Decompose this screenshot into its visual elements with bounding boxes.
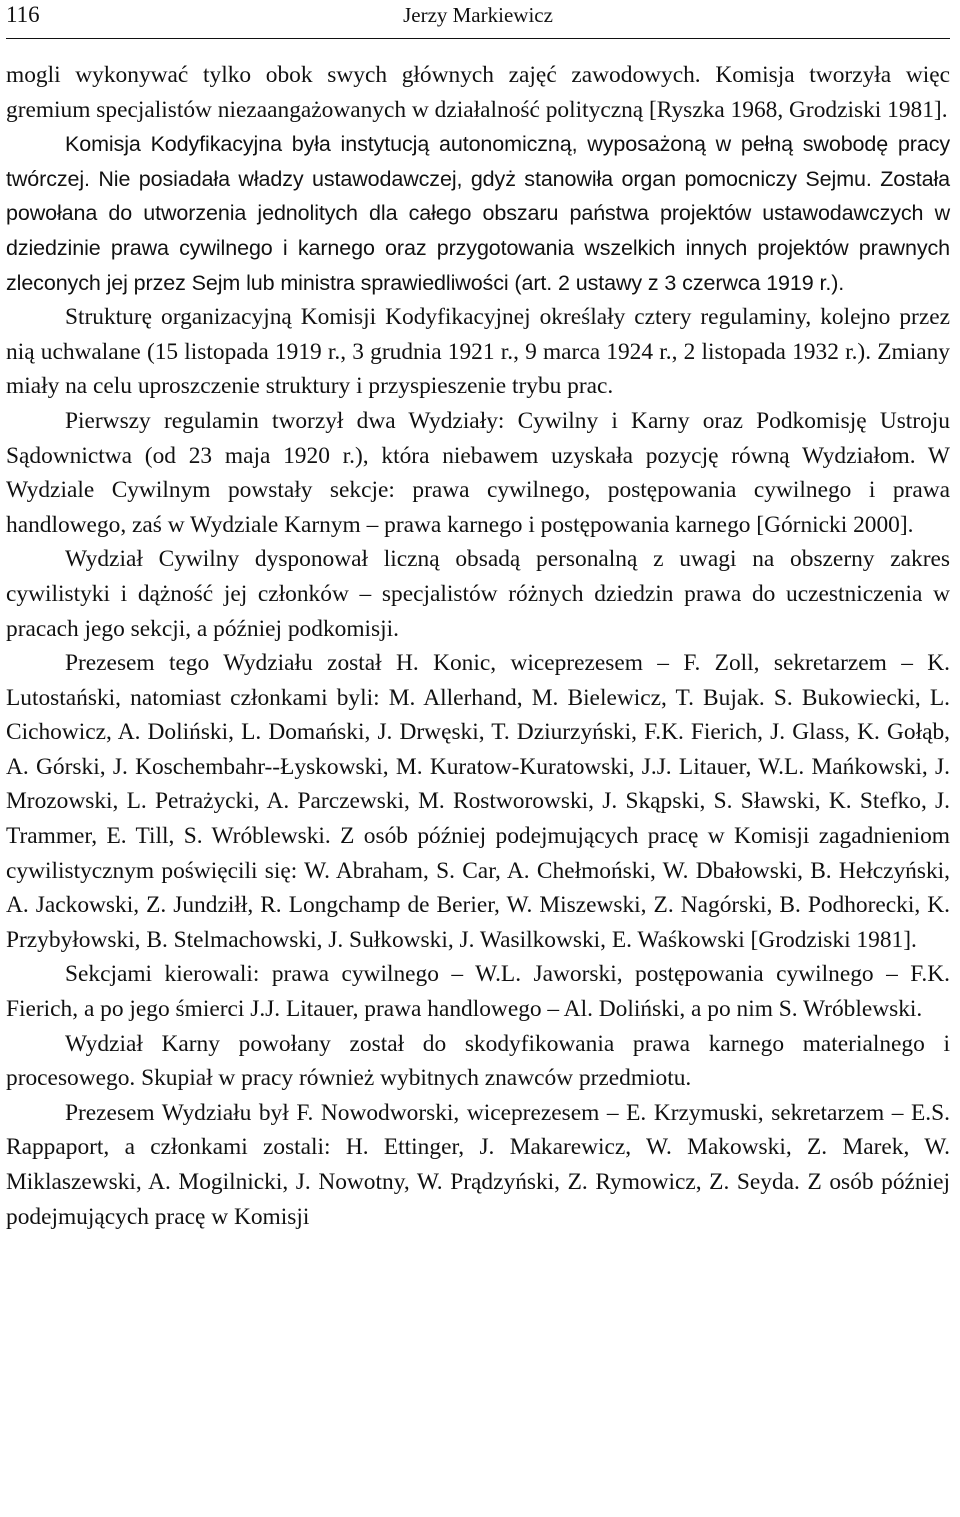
paragraph-9: Prezesem Wydziału był F. Nowodworski, wiceprezesem – E. Krzymuski, sekretarzem – E.S. Rappaport, a członkami zostali: H. Ettinger, J. Makarewicz, W. Makowski, Z. Marek, W. Miklaszewski, A. Mogilnicki, J. Nowotny, W. Prądzyński, Z. Rymowicz, Z. Seyda. Z osób później podejmujących pracę w Komisji [6,1099,950,1230]
page-header [6,0,950,39]
paragraph-1: mogli wykonywać tylko obok swych głównych zajęć zawodowych. Komisja tworzyła więc gremium specjalistów niezaangażowanych w działalność polityczną [Ryszka 1968, Grodziski 1981]. [6,62,950,123]
paragraph-6: Prezesem tego Wydziału został H. Konic, wiceprezesem – F. Zoll, sekretarzem – K. Lutostański, natomiast członkami byli: M. Allerhand, M. Bielewicz, T. Bujak. S. Bukowiecki, L. Cichowicz, A. Doliński, L. Domański, J. Drwęski, T. Dziurzyński, F.K. Fierich, J. Glass, K. Gołąb, A. Górski, J. Koschembahr-‑Łyskowski, M. Kuratow-Kuratowski, J.J. Litauer, W.L. Mańkowski, J. Mrozowski, L. Petrażycki, A. Parczewski, M. Rostworowski, J. Skąpski, S. Sławski, K. Stefko, J. Trammer, E. Till, S. Wróblewski. Z osób później podejmujących pracę w Komisji zagadnieniom cywilistycznym poświęcili się: W. Abraham, S. Car, A. Chełmoński, W. Dbałowski, B. Hełczyński, A. Jackowski, Z. Jundziłł, R. Longchamp de Berier, W. Miszewski, Z. Nagórski, B. Podhorecki, K. Przybyłowski, B. Stelmachowski, J. Sułkowski, J. Wasilkowski, E. Waśkowski [Grodziski 1981]. [6,650,950,953]
paragraph-8: Wydział Karny powołany został do skodyfikowania prawa karnego materialnego i procesowego. Skupiał w pracy również wybitnych znawców przedmiotu. [6,1030,950,1092]
running-head-author: Jerzy Markiewicz [403,3,553,27]
page-number: 116 [6,2,40,27]
paragraph-2: Komisja Kodyfikacyjna była instytucją autonomiczną, wyposażoną w pełną swobodę pracy twórczej. Nie posiadała władzy ustawodawczej, gdyż stanowiła organ pomocniczy Sejmu. Została powołana do utworzenia jednolitych dla całego obszaru państwa projektów ustawodawczych w dziedzinie prawa cywilnego i karnego oraz przygotowania wszelkich innych projektów prawnych zleconych jej przez Sejm lub ministra sprawiedliwości (art. 2 ustawy z 3 czerwca 1919 r.). [6,132,950,295]
paragraph-4: Pierwszy regulamin tworzył dwa Wydziały: Cywilny i Karny oraz Podkomisję Ustroju Sądownictwa (od 23 maja 1920 r.), która niebawem uzyskała pozycję równą Wydziałom. W Wydziale Cywilnym powstały sekcje: prawa cywilnego, postępowania cywilnego i prawa handlowego, zaś w Wydziale Karnym – prawa karnego i postępowania karnego [Górnicki 2000]. [6,407,950,538]
body-text [6,58,950,1234]
paragraph-3: Strukturę organizacyjną Komisji Kodyfikacyjnej określały cztery regulaminy, kolejno przez nią uchwalane (15 listopada 1919 r., 3 grudnia 1921 r., 9 marca 1924 r., 2 listopada 1932 r.). Zmiany miały na celu uproszczenie struktury i przyspieszenie trybu prac. [6,304,950,400]
paragraph-5: Wydział Cywilny dysponował liczną obsadą personalną z uwagi na obszerny zakres cywilistyki i dążność jej członków – specjalistów różnych dziedzin prawa do uczestniczenia w pracach jego sekcji, a później podkomisji. [6,546,950,642]
paragraph-7: Sekcjami kierowali: prawa cywilnego – W.L. Jaworski, postępowania cywilnego – F.K. Fierich, a po jego śmierci J.J. Litauer, prawa handlowego – Al. Doliński, a po nim S. Wróblewski. [6,961,950,1023]
